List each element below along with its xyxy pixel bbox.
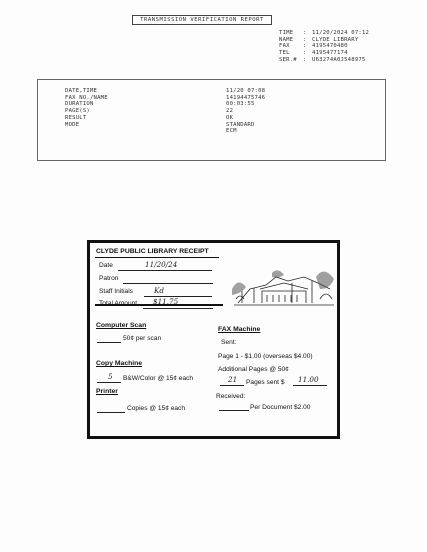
computer-scan-rate: 50¢ per scan <box>123 335 162 342</box>
total-line <box>143 308 213 309</box>
total-value[interactable]: $11.75 <box>153 297 179 306</box>
meta-key: FAX <box>279 43 290 50</box>
fax-page1-rate: Page 1 - $1.00 (overseas $4.00) <box>218 353 313 360</box>
meta-key: TIME <box>279 30 294 36</box>
report-labels <box>65 88 108 128</box>
copy-machine-qty[interactable]: 5 <box>108 372 113 381</box>
printer-qty-line <box>97 412 125 413</box>
report-label: FAX NO./NAME <box>65 94 108 101</box>
fax-sent-label: Sent: <box>221 339 237 346</box>
meta-row-fax: FAX : 4195470480 <box>279 43 348 50</box>
copy-machine-qty-line <box>97 382 121 383</box>
meta-value: U63274A0J548975 <box>312 56 366 63</box>
fax-pages-qty-line <box>220 385 244 386</box>
divider-rule <box>95 304 223 306</box>
header-meta <box>279 30 369 64</box>
report-value: 00:03:55 <box>226 101 255 108</box>
meta-row-serial: SER.# : U63274A0J548975 <box>279 56 366 63</box>
report-label: DATE,TIME <box>65 88 98 94</box>
date-line <box>118 270 212 271</box>
report-value: STANDARD <box>226 121 255 128</box>
meta-key: SER.# <box>279 56 297 63</box>
fax-per-doc-rate: Per Document $2.00 <box>250 404 311 411</box>
patron-line <box>123 283 213 284</box>
date-label: Date <box>99 262 113 269</box>
meta-row-name: NAME : CLYDE LIBRARY <box>279 36 359 43</box>
fax-heading: FAX Machine <box>218 326 261 333</box>
fax-per-doc-line <box>219 410 249 411</box>
report-label: DURATION <box>65 101 94 108</box>
meta-row-tel: TEL : 4195477174 <box>279 50 348 57</box>
copy-machine-rate: B&W/Color @ 15¢ each <box>123 375 194 382</box>
meta-key: TEL <box>279 50 290 57</box>
report-label: PAGE(S) <box>65 108 90 115</box>
meta-value: 4195470480 <box>312 43 348 50</box>
fax-received-label: Received: <box>216 393 246 400</box>
staff-label: Staff Initials <box>99 288 133 295</box>
fax-pages-qty[interactable]: 21 <box>228 375 238 384</box>
report-panel <box>37 79 386 161</box>
computer-scan-heading: Computer Scan <box>96 322 147 329</box>
report-title: TRANSMISSION VERIFICATION REPORT <box>140 16 264 23</box>
receipt-title: CLYDE PUBLIC LIBRARY RECEIPT <box>96 248 209 255</box>
report-value: OK <box>226 114 234 121</box>
printer-heading: Printer <box>96 388 118 395</box>
report-label: RESULT <box>65 114 87 121</box>
report-value: ECM <box>226 128 237 135</box>
meta-value: 11/20/2024 07:12 <box>312 30 370 36</box>
fax-additional-rate: Additional Pages @ 50¢ <box>218 366 289 373</box>
meta-key: NAME <box>279 36 294 43</box>
title-rule <box>95 257 219 258</box>
fax-pages-sent-label: Pages sent $ <box>246 379 285 386</box>
fax-pages-amount[interactable]: 11.00 <box>298 375 319 384</box>
meta-value: 4195477174 <box>312 50 348 57</box>
report-value: 22 <box>226 108 234 115</box>
fax-amount-line <box>293 385 327 386</box>
meta-row-time: TIME : 11/20/2024 07:12 <box>279 30 370 36</box>
total-label: Total Amount <box>99 300 138 307</box>
report-value: 14194475746 <box>226 94 266 101</box>
staff-value[interactable]: Kd <box>154 286 164 295</box>
meta-value: CLYDE LIBRARY <box>312 36 359 43</box>
report-value: 11/20 07:08 <box>226 88 266 94</box>
computer-scan-qty-line <box>97 342 121 343</box>
printer-rate: Copies @ 15¢ each <box>127 405 186 412</box>
report-title-box <box>132 15 272 25</box>
library-building-sketch <box>232 259 336 311</box>
patron-label: Patron <box>99 275 119 282</box>
report-values <box>226 88 265 135</box>
copy-machine-heading: Copy Machine <box>96 360 143 367</box>
date-value[interactable]: 11/20/24 <box>145 260 178 269</box>
library-receipt <box>87 240 340 439</box>
report-label: MODE <box>65 121 80 128</box>
